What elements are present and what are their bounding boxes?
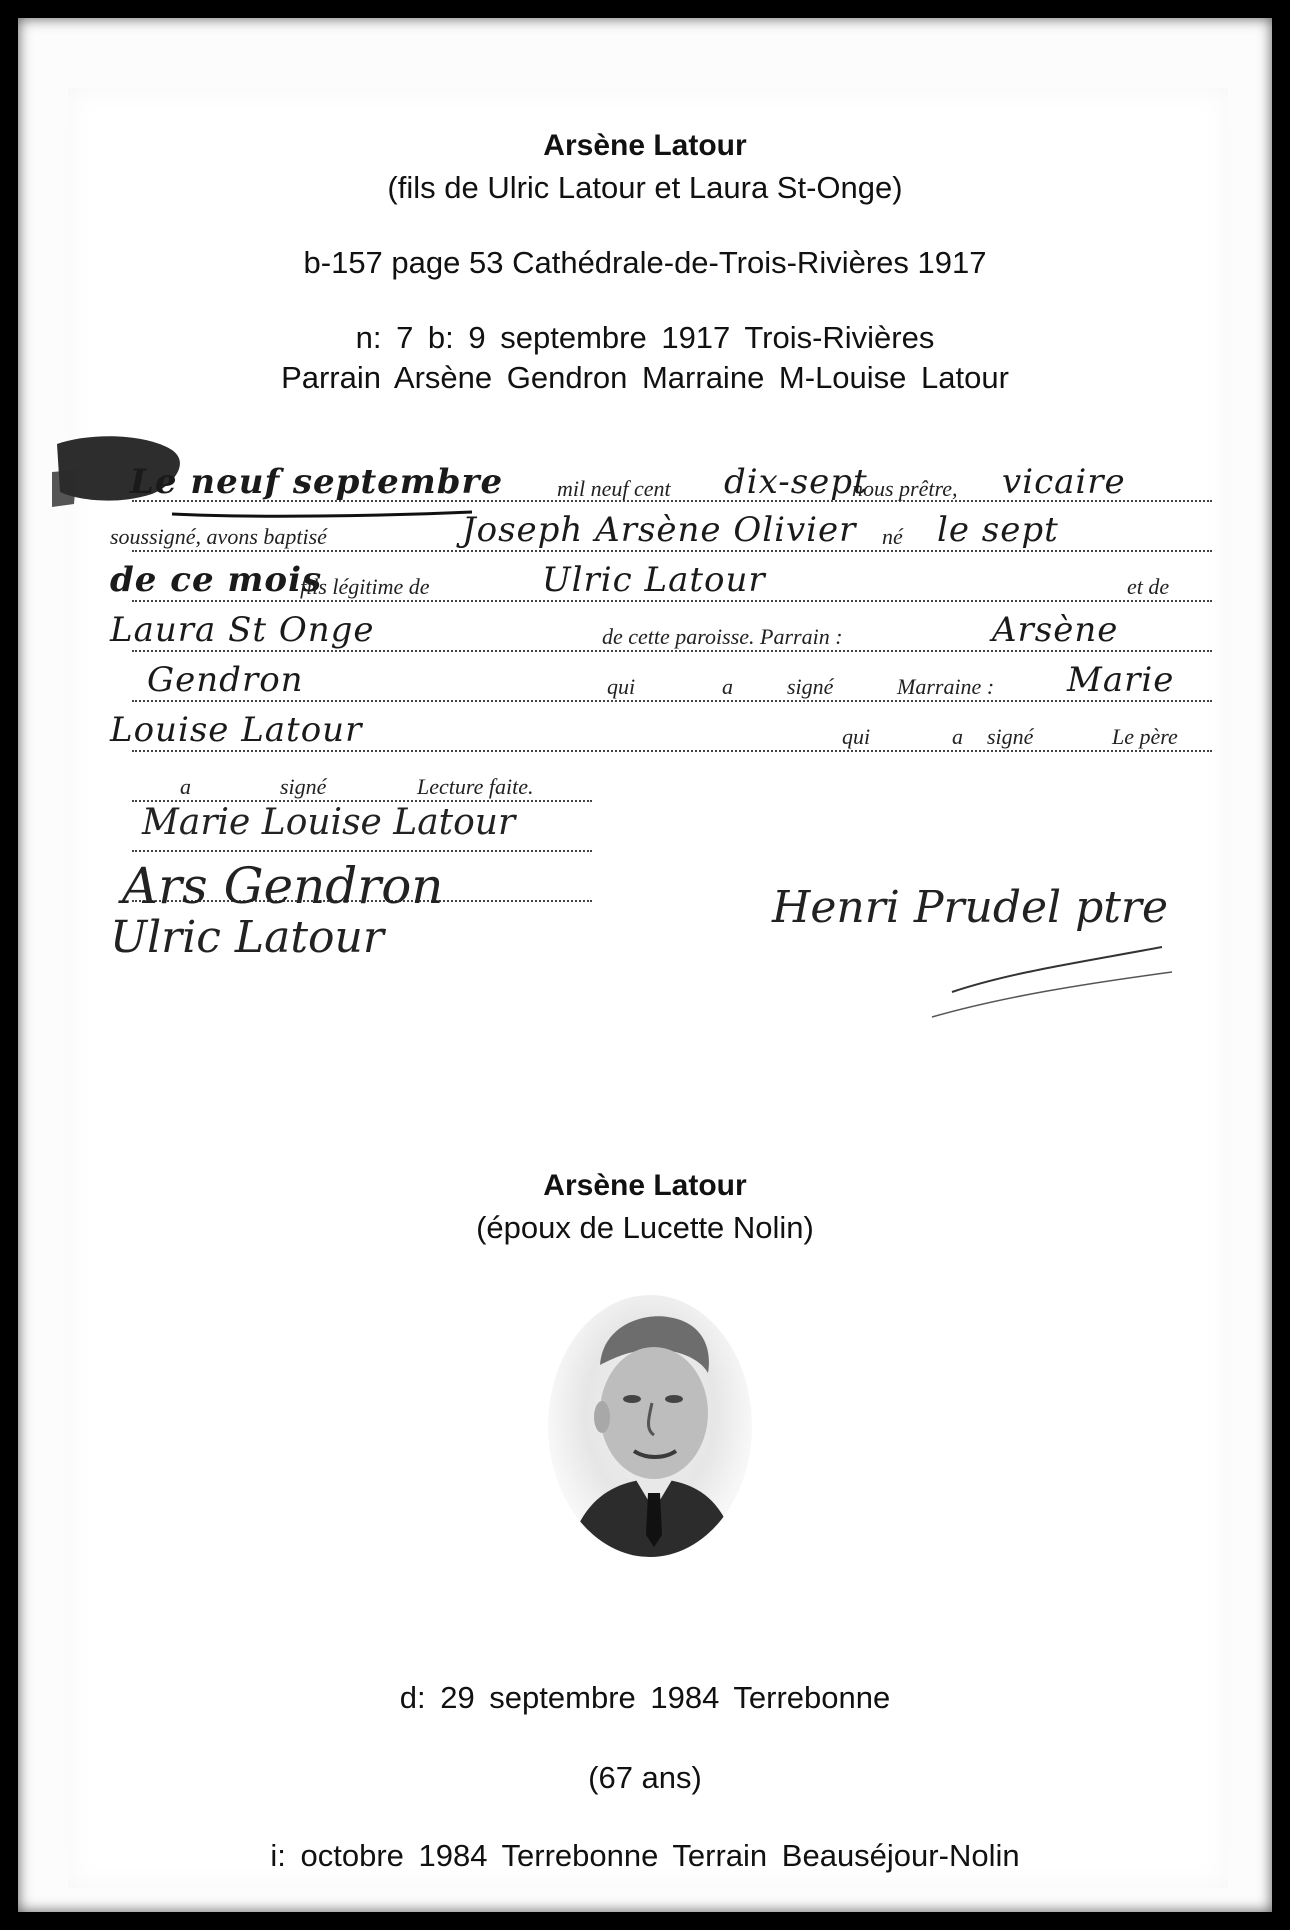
printed-text: et de <box>1127 574 1170 599</box>
death-line: d: 29 septembre 1984 Terrebonne <box>399 1680 891 1715</box>
hw-godmother-first: Marie <box>1067 660 1175 700</box>
hw-godmother-last: Louise Latour <box>110 710 363 750</box>
portrait-drawing <box>548 1295 752 1557</box>
printed-text: Marraine : <box>897 674 995 699</box>
printed-text: signé <box>787 674 834 699</box>
printed-text: soussigné, avons baptisé <box>110 524 327 549</box>
printed-text: qui <box>607 674 636 699</box>
printed-text: Le père <box>1112 724 1178 749</box>
printed-text: Lecture faite. <box>417 774 534 799</box>
printed-text: de cette paroisse. Parrain : <box>602 624 843 649</box>
hw-month-ref: de ce mois <box>110 560 323 600</box>
printed-text: signé <box>280 774 327 799</box>
hw-father-name: Ulric Latour <box>542 560 766 600</box>
portrait-photo <box>548 1295 752 1557</box>
signature-godmother: Marie Louise Latour <box>142 802 516 843</box>
printed-text: signé <box>987 724 1034 749</box>
hw-godfather-first: Arsène <box>992 610 1119 650</box>
age-line: (67 ans) <box>588 1760 702 1795</box>
birth-line: n: 7 b: 9 septembre 1917 Trois-Rivières <box>355 320 935 355</box>
printed-text: né <box>882 524 903 549</box>
spouse-line: (époux de Lucette Nolin) <box>476 1210 814 1245</box>
printed-text: nous prêtre, <box>852 476 958 501</box>
hw-year-text: dix-sept <box>724 462 868 502</box>
person-name: Arsène Latour <box>543 129 747 162</box>
printed-text: mil neuf cent <box>557 476 671 501</box>
signature-godfather: Ars Gendron <box>122 857 444 915</box>
hw-godfather-last: Gendron <box>147 660 304 700</box>
hw-birth-day: le sept <box>937 510 1059 550</box>
hw-mother-name: Laura St Onge <box>110 610 375 650</box>
godparents-line: Parrain Arsène Gendron Marraine M-Louise Latour <box>281 360 1009 395</box>
burial-line: i: octobre 1984 Terrebonne Terrain Beauséjour-Nolin <box>270 1838 1020 1873</box>
parents-line: (fils de Ulric Latour et Laura St-Onge) <box>387 170 903 205</box>
record-reference: b-157 page 53 Cathédrale-de-Trois-Rivières 1917 <box>303 245 987 280</box>
printed-text: a <box>952 724 963 749</box>
printed-text: qui <box>842 724 871 749</box>
spouse-section-name: Arsène Latour <box>543 1169 747 1202</box>
hw-title-text: vicaire <box>1002 462 1126 502</box>
hw-date-text: Le neuf septembre <box>130 462 504 502</box>
printed-text: a <box>180 774 191 799</box>
baptism-register-scan <box>52 432 1220 1032</box>
hw-child-name: Joseph Arsène Olivier <box>462 510 857 550</box>
signature-father: Ulric Latour <box>110 912 384 963</box>
printed-text: a <box>722 674 733 699</box>
signature-priest: Henri Prudel ptre <box>772 882 1168 933</box>
printed-text: fils légitime de <box>300 574 430 599</box>
